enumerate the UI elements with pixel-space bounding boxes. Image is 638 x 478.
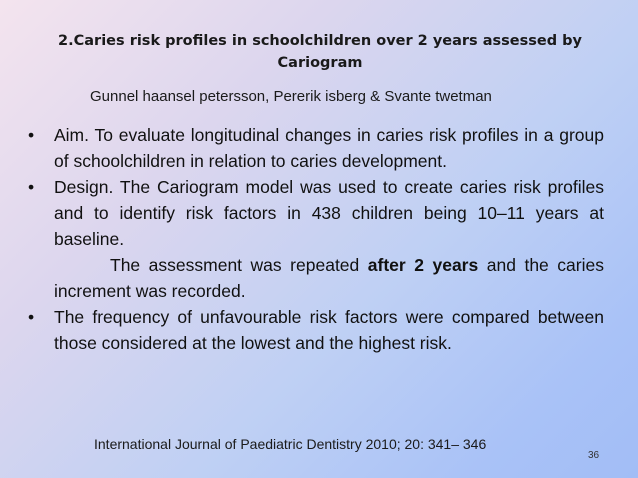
authors-line: Gunnel haansel petersson, Pererik isberg & Svante twetman [90, 88, 492, 105]
bullet-text: Design. The Cariogram model was used to create caries risk profiles and to identify risk factors in 438 children being 10–11 years at baseline. [54, 177, 604, 249]
continuation-text-after: and the caries increment was recorded. [54, 255, 604, 301]
continuation-paragraph [26, 252, 604, 304]
bullet-text: The frequency of unfavourable risk factors were compared between those considered at the lowest and the highest risk. [54, 307, 604, 353]
page-number: 36 [588, 450, 600, 461]
journal-citation: International Journal of Paediatric Dentistry 2010; 20: 341– 346 [94, 436, 487, 452]
bullet-frequency [26, 304, 604, 356]
continuation-bold-text: after 2 years [367, 255, 479, 275]
slide-content [26, 122, 604, 356]
bullet-icon: • [28, 307, 35, 327]
continuation-text-before: The assessment was repeated [110, 255, 360, 275]
bullet-text: Aim. To evaluate longitudinal changes in caries risk profiles in a group of schoolchildren in relation to caries development. [54, 125, 604, 171]
bullet-icon: • [28, 125, 35, 145]
bullet-design [26, 174, 604, 252]
bullet-icon: • [28, 177, 35, 197]
bullet-aim [26, 122, 604, 174]
slide-title: 2.Caries risk profiles in schoolchildren over 2 years assessed by Cariogram [58, 33, 582, 71]
